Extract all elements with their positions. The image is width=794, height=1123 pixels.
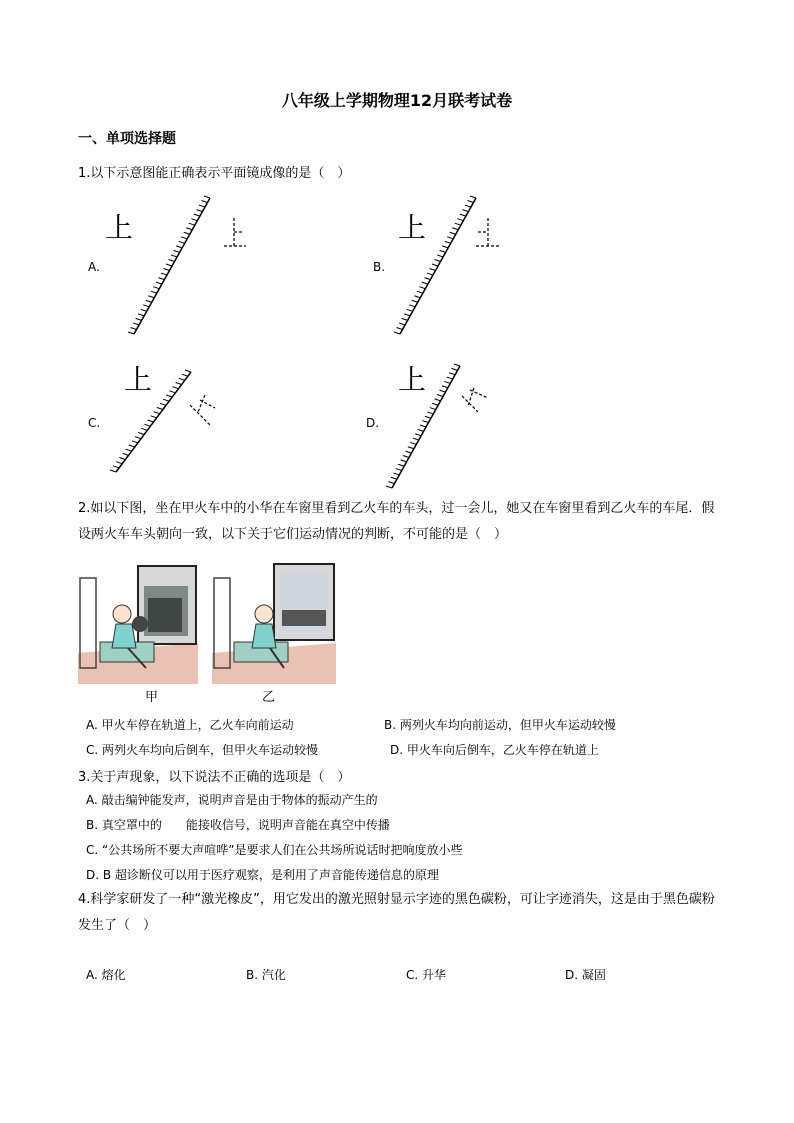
caption-jia: 甲 [145, 690, 159, 705]
q2-option-c: C. 两列火车均向后倒车，但甲火车运动较慢 [86, 743, 319, 757]
q3-option-c: C. “公共场所不要大声喧哗”是要求人们在公共场所说话时把响度放小些 [86, 843, 463, 857]
caption-yi: 乙 [262, 690, 276, 705]
q1-b-object-char: 上 [398, 211, 427, 244]
q2-option-a: A. 甲火车停在轨道上，乙火车向前运动 [86, 718, 294, 732]
section-heading: 一、单项选择题 [78, 131, 176, 147]
q2-option-d: D. 甲火车向后倒车，乙火车停在轨道上 [390, 743, 599, 757]
q1-option-a-label: A. [88, 260, 100, 274]
q3-option-b: B. 真空罩中的 能接收信号，说明声音能在真空中传播 [86, 818, 390, 832]
q4-option-a: A. 熔化 [86, 968, 126, 982]
q3-option-a: A. 敲击编钟能发声，说明声音是由于物体的振动产生的 [86, 793, 378, 807]
train-illustration-yi [212, 558, 336, 684]
q1-c-object-char: 上 [124, 363, 153, 396]
q1-option-c-label: C. [88, 416, 101, 430]
train-illustration-jia [78, 558, 198, 684]
question-3-text: 3.关于声现象，以下说法不正确的选项是（ ） [78, 770, 351, 785]
question-1-text: 1.以下示意图能正确表示平面镜成像的是（ ） [78, 166, 351, 181]
q1-a-object-char: 上 [105, 211, 134, 244]
q1-option-b-label: B. [373, 260, 386, 274]
q3-option-d: D. B 超诊断仪可以用于医疗观察，是利用了声音能传递信息的原理 [86, 868, 439, 882]
q1-d-object-char: 上 [398, 363, 427, 396]
q1-option-d-label: D. [366, 416, 380, 430]
question-2-text: 2.如以下图，坐在甲火车中的小华在车窗里看到乙火车的车头，过一会儿，她又在车窗里看到乙火车的车尾．假设两火车车头朝向一致，以下关于它们运动情况的判断，不可能的是（ ） [78, 501, 715, 542]
q2-option-b: B. 两列火车均向前运动，但甲火车运动较慢 [384, 718, 616, 732]
q4-option-b: B. 汽化 [246, 968, 286, 982]
page-title: 八年级上学期物理12月联考试卷 [281, 91, 513, 110]
question-4-text: 4.科学家研发了一种“激光橡皮”，用它发出的激光照射显示字迹的黑色碳粉，可让字迹消失，这是由于黑色碳粉发生了（ ） [78, 892, 715, 933]
q4-option-c: C. 升华 [406, 968, 447, 982]
q4-option-d: D. 凝固 [565, 968, 606, 982]
